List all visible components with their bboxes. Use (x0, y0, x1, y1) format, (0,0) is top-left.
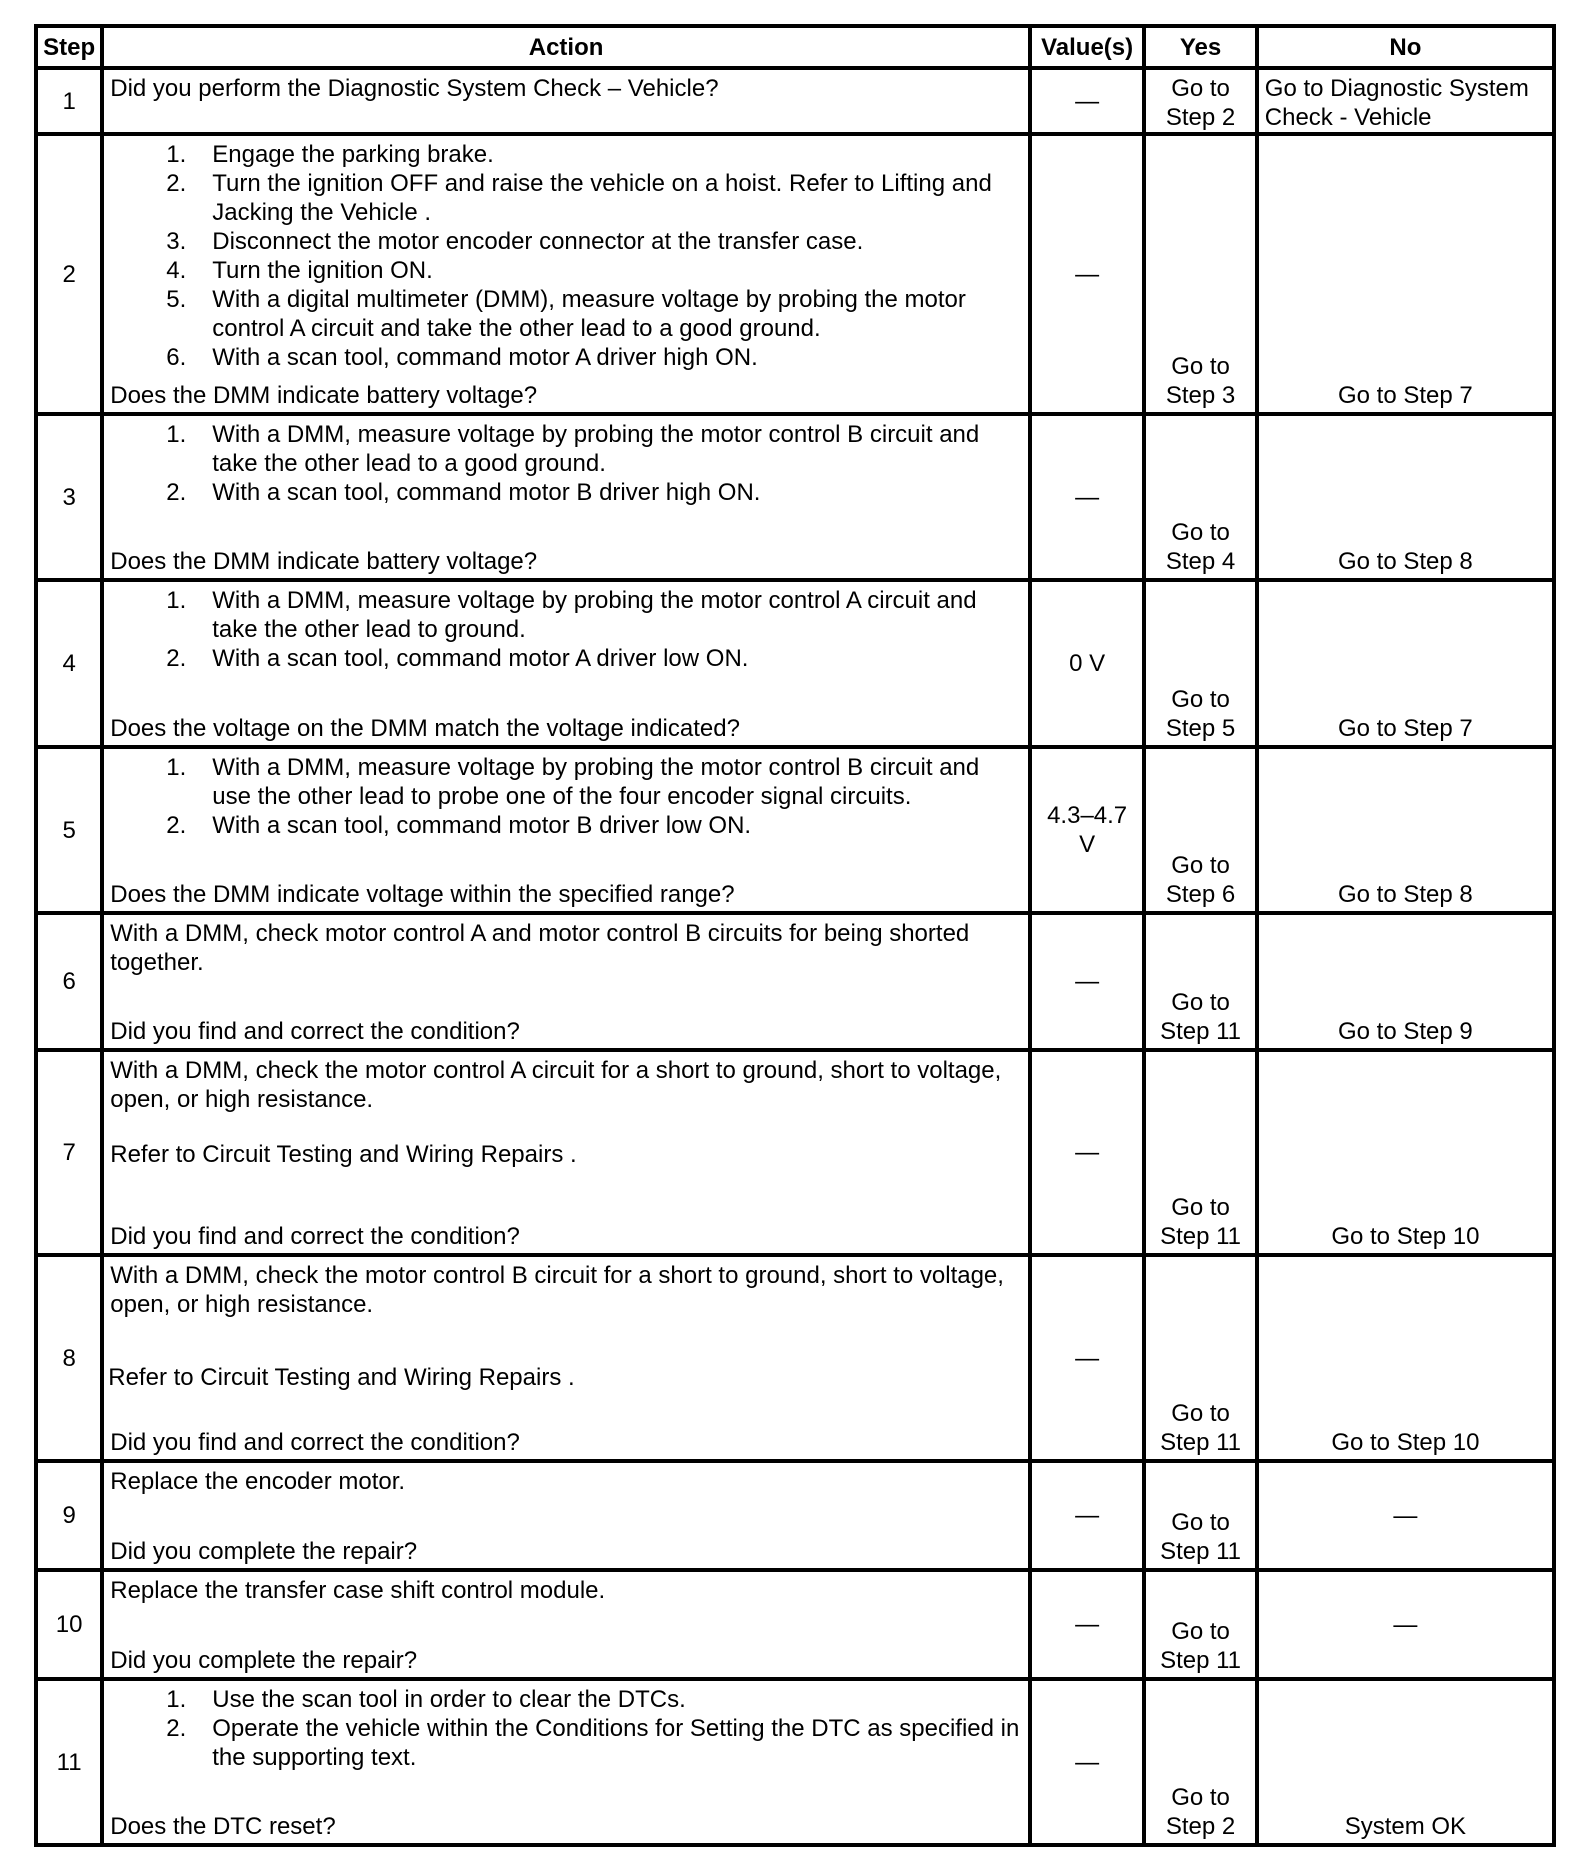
yes-text: Go to Step 5 (1165, 686, 1236, 742)
header-step: Step (36, 26, 102, 68)
no-cell (1257, 1050, 1554, 1255)
yes-cell (1144, 1050, 1256, 1255)
list-item: 2. With a scan tool, command motor B driver low ON. (166, 812, 752, 839)
table-row (36, 68, 1554, 134)
step-number: 9 (36, 1461, 102, 1570)
action-text: With a DMM, check the motor control A circuit for a short to ground, short to voltage, open, or high resistance. (110, 1057, 1002, 1113)
table-row (36, 913, 1554, 1050)
action-cell (102, 1679, 1030, 1845)
action-text: With a DMM, check motor control A and motor control B circuits for being shorted together. (110, 920, 970, 976)
yes-cell (1144, 1679, 1256, 1845)
action-steps-list (110, 140, 1022, 372)
question-text: Did you find and correct the condition? (110, 1429, 520, 1456)
yes-text: Go to Step 3 (1165, 353, 1236, 409)
no-text: — (1393, 1611, 1418, 1638)
header-action: Action (102, 26, 1030, 68)
diagnostic-table-container (34, 24, 1556, 1847)
value-cell: 4.3–4.7 V (1030, 747, 1144, 913)
yes-text: Go to Step 4 (1165, 519, 1236, 575)
no-text: Go to Step 7 (1338, 715, 1473, 742)
value-cell: — (1030, 913, 1144, 1050)
table-row (36, 134, 1554, 414)
yes-cell (1144, 580, 1256, 747)
no-text: — (1393, 1502, 1418, 1529)
value-cell: — (1030, 1050, 1144, 1255)
step-number: 2 (36, 134, 102, 414)
no-cell (1257, 68, 1554, 134)
header-no: No (1257, 26, 1554, 68)
step-number: 3 (36, 414, 102, 580)
header-values: Value(s) (1030, 26, 1144, 68)
step-number: 5 (36, 747, 102, 913)
no-cell (1257, 913, 1554, 1050)
yes-cell (1144, 1570, 1256, 1679)
action-cell (102, 1255, 1030, 1461)
action-text: With a DMM, check the motor control B circuit for a short to ground, short to voltage, open, or high resistance. (110, 1262, 1004, 1318)
question-text: Did you complete the repair? (110, 1647, 418, 1674)
table-row (36, 747, 1554, 913)
table-row (36, 1050, 1554, 1255)
action-cell (102, 1050, 1030, 1255)
yes-cell (1144, 1461, 1256, 1570)
no-text: Go to Diagnostic System Check - Vehicle (1264, 75, 1529, 131)
no-text: Go to Step 8 (1338, 881, 1473, 908)
question-text: Does the voltage on the DMM match the voltage indicated? (110, 715, 740, 742)
yes-cell (1144, 1255, 1256, 1461)
yes-cell (1144, 414, 1256, 580)
list-item: 5. With a digital multimeter (DMM), measure voltage by probing the motor control A circuit and take the other lead to a good ground. (166, 286, 966, 342)
action-text: Replace the transfer case shift control module. (110, 1577, 606, 1604)
question-text: Does the DMM indicate battery voltage? (110, 548, 538, 575)
action-cell (102, 1570, 1030, 1679)
step-number: 6 (36, 913, 102, 1050)
no-cell (1257, 580, 1554, 747)
yes-cell (1144, 134, 1256, 414)
list-item: 4. Turn the ignition ON. (166, 257, 433, 284)
yes-cell (1144, 747, 1256, 913)
question-text: Did you complete the repair? (110, 1538, 418, 1565)
action-steps-list (110, 1685, 1022, 1772)
yes-text: Go to Step 11 (1160, 1194, 1242, 1250)
action-text: Did you perform the Diagnostic System Check – Vehicle? (110, 75, 719, 102)
refer-link-text[interactable]: Refer to Circuit Testing and Wiring Repairs . (110, 1141, 577, 1168)
value-cell: — (1030, 1461, 1144, 1570)
list-item: 2. Operate the vehicle within the Conditions for Setting the DTC as specified in the supporting text. (166, 1715, 1020, 1771)
no-cell (1257, 1570, 1554, 1679)
action-steps-list (110, 420, 1022, 507)
step-number: 11 (36, 1679, 102, 1845)
action-steps-list (110, 586, 1022, 673)
no-cell (1257, 1679, 1554, 1845)
action-cell (102, 580, 1030, 747)
diagnostic-table (34, 24, 1556, 1847)
list-item: 1. With a DMM, measure voltage by probing the motor control B circuit and take the other lead to a good ground. (166, 421, 980, 477)
action-cell (102, 747, 1030, 913)
list-item: 1. Use the scan tool in order to clear the DTCs. (166, 1686, 686, 1713)
step-number: 8 (36, 1255, 102, 1461)
header-yes: Yes (1144, 26, 1256, 68)
value-cell: — (1030, 68, 1144, 134)
step-number: 10 (36, 1570, 102, 1679)
table-row (36, 1255, 1554, 1461)
value-cell: — (1030, 1679, 1144, 1845)
action-steps-list (110, 753, 1022, 840)
question-text: Did you find and correct the condition? (110, 1223, 520, 1250)
list-item: 1. With a DMM, measure voltage by probing the motor control A circuit and take the other lead to ground. (166, 587, 977, 643)
action-cell (102, 1461, 1030, 1570)
table-row (36, 580, 1554, 747)
yes-cell (1144, 913, 1256, 1050)
step-number: 1 (36, 68, 102, 134)
list-item: 1. Engage the parking brake. (166, 141, 494, 168)
yes-text: Go to Step 11 (1160, 1400, 1242, 1456)
header-row (36, 26, 1554, 68)
yes-text: Go to Step 2 (1165, 1784, 1236, 1840)
list-item: 2. With a scan tool, command motor A driver low ON. (166, 645, 749, 672)
action-text: Replace the encoder motor. (110, 1468, 406, 1495)
value-cell: — (1030, 134, 1144, 414)
table-row (36, 1570, 1554, 1679)
question-text: Does the DMM indicate voltage within the specified range? (110, 881, 735, 908)
no-text: Go to Step 10 (1331, 1223, 1480, 1250)
yes-text: Go to Step 11 (1160, 1509, 1242, 1565)
table-row (36, 1461, 1554, 1570)
value-cell: — (1030, 1255, 1144, 1461)
value-cell: — (1030, 1570, 1144, 1679)
no-cell (1257, 747, 1554, 913)
yes-text: Go to Step 11 (1160, 989, 1242, 1045)
yes-text: Go to Step 6 (1165, 852, 1236, 908)
question-text: Did you find and correct the condition? (110, 1018, 520, 1045)
list-item: 3. Disconnect the motor encoder connector at the transfer case. (166, 228, 864, 255)
yes-cell (1144, 68, 1256, 134)
yes-text: Go to Step 2 (1165, 75, 1236, 131)
step-number: 4 (36, 580, 102, 747)
no-cell (1257, 1255, 1554, 1461)
action-cell (102, 913, 1030, 1050)
no-text: Go to Step 10 (1331, 1429, 1480, 1456)
no-cell (1257, 134, 1554, 414)
value-cell: — (1030, 414, 1144, 580)
no-text: System OK (1344, 1813, 1467, 1840)
step-number: 7 (36, 1050, 102, 1255)
no-cell (1257, 414, 1554, 580)
no-text: Go to Step 8 (1338, 548, 1473, 575)
no-text: Go to Step 9 (1338, 1018, 1473, 1045)
list-item: 2. With a scan tool, command motor B driver high ON. (166, 479, 761, 506)
list-item: 2. Turn the ignition OFF and raise the vehicle on a hoist. Refer to Lifting and Jacking the Vehicle . (166, 170, 992, 226)
question-text: Does the DMM indicate battery voltage? (110, 382, 538, 409)
no-cell (1257, 1461, 1554, 1570)
table-row (36, 414, 1554, 580)
table-row (36, 1679, 1554, 1845)
action-cell (102, 68, 1030, 134)
list-item: 6. With a scan tool, command motor A driver high ON. (166, 344, 758, 371)
action-cell (102, 134, 1030, 414)
action-cell (102, 414, 1030, 580)
refer-link-text[interactable]: Refer to Circuit Testing and Wiring Repairs . (108, 1364, 575, 1391)
question-text: Does the DTC reset? (110, 1813, 336, 1840)
no-text: Go to Step 7 (1338, 382, 1473, 409)
yes-text: Go to Step 11 (1160, 1618, 1242, 1674)
list-item: 1. With a DMM, measure voltage by probing the motor control B circuit and use the other lead to probe one of the four encoder signal circuits. (166, 754, 980, 810)
value-cell: 0 V (1030, 580, 1144, 747)
